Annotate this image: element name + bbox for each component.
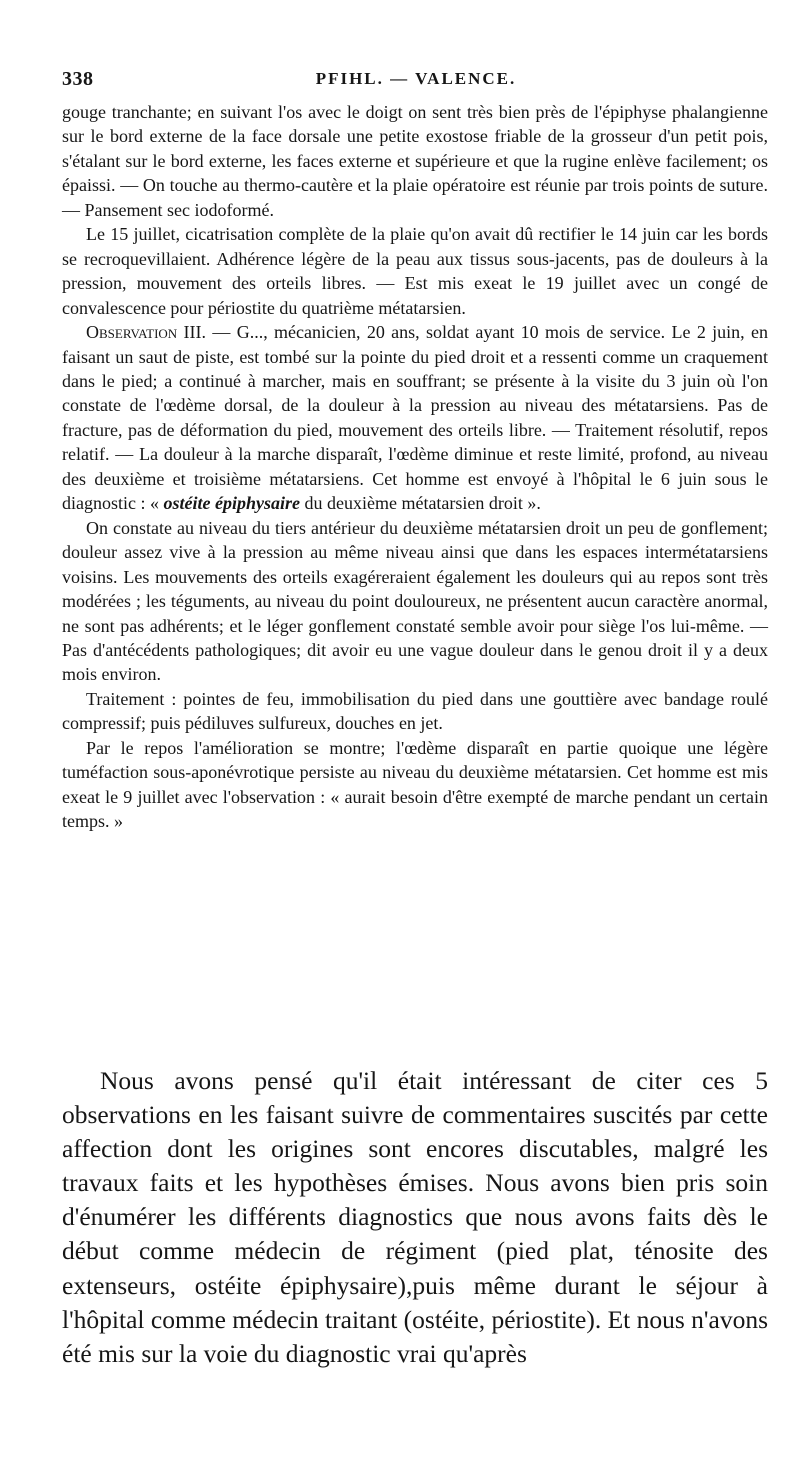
paragraph-continuation: gouge tranchante; en suivant l'os avec le doigt on sent très bien près de l'épiphyse phalangienne sur le bord externe de la face dorsale une petite exostose friable de la grosseur d'un petit pois, s'étalant sur le bord externe, les faces externe et supérieure et que la rugine enlève facilement; os épaissi. — On touche au thermo-cautère et la plaie opératoire est réunie par trois points de suture. — Pansement sec iodoformé. (62, 102, 768, 220)
paragraph-outcome: Par le repos l'amélioration se montre; l'œdème disparaît en partie quoique une légère tuméfaction sous-aponévrotique persiste au niveau du deuxième métatarsien. Cet homme est mis exeat le 9 juillet avec l'observation : « aurait besoin d'être exempté de marche pendant un certain temps. » (62, 737, 768, 832)
paragraph-commentary: Nous avons pensé qu'il était intéressant de citer ces 5 observations en les faisant suivre de commentaires suscités par cette affection dont les origines sont encores discutables, malgré les travaux faits et les hypothèses émises. Nous avons bien pris soin d'énumérer les différents diagnostics que nous avons faits dès le début comme médecin de régiment (pied plat, ténosite des extenseurs, ostéite épiphysaire),puis même durant le séjour à l'hôpital comme médecin traitant (ostéite, périostite). Et nous n'avons été mis sur la voie du diagnostic vrai qu'après (62, 1066, 769, 1368)
observation-notes (62, 100, 768, 834)
main-text (62, 1064, 768, 1371)
paragraph-findings: On constate au niveau du tiers antérieur du deuxième métatarsien droit un peu de gonflement; douleur assez vive à la pression au même niveau ainsi que dans les espaces intermétatarsiens voisins. Les mouvements des orteils exagéreraient également les douleurs qui au repos sont très modérées ; les téguments, au niveau du point douloureux, ne présentent aucun caractère anormal, ne sont pas adhérents; et le léger gonflement constaté semble avoir pour siège l'os lui-même. — Pas d'antécédents pathologiques; dit avoir eu une vague douleur dans le genou droit il y a deux mois environ. (62, 517, 768, 685)
page-header (62, 68, 770, 94)
paragraph-july-15: Le 15 juillet, cicatrisation complète de la plaie qu'on avait dû rectifier le 14 juin car les bords se recroquevillaient. Adhérence légère de la peau aux tissus sous-jacents, pas de douleurs à la pression, mouvement des orteils libres. — Est mis exeat le 19 juillet avec un congé de convalescence pour périostite du quatrième métatarsien. (62, 224, 768, 318)
observation-label: Observation III. (86, 322, 207, 343)
observation-text: — G..., mécanicien, 20 ans, soldat ayant 10 mois de service. Le 2 juin, en faisant un saut de piste, est tombé sur la pointe du pied droit et a ressenti comme un craquement dans le pied; a continué à marcher, mais en souffrant; se présente à la visite du 3 juin où l'on constate de l'œdème dorsal, de la douleur à la pression au niveau des métatarsiens. Pas de fracture, pas de déformation du pied, mouvement des orteils libre. — Traitement résolutif, repos relatif. — La douleur à la marche disparaît, l'œdème diminue et reste limité, profond, au niveau des deuxième et troisième métatarsiens. Cet homme est envoyé à l'hôpital le 6 juin sous le diagnostic : « (62, 322, 768, 514)
paragraph-treatment: Traitement : pointes de feu, immobilisation du pied dans une gouttière avec bandage roulé compressif; puis pédiluves sulfureux, douches en jet. (62, 688, 768, 734)
paragraph-observation-iii (62, 320, 768, 516)
page-number: 338 (62, 68, 94, 90)
observation-text-end: du deuxième métatarsien droit ». (299, 493, 541, 514)
diagnosis-term: ostéite épiphysaire (163, 493, 300, 514)
running-title: PFIHL. — VALENCE. (315, 69, 517, 88)
